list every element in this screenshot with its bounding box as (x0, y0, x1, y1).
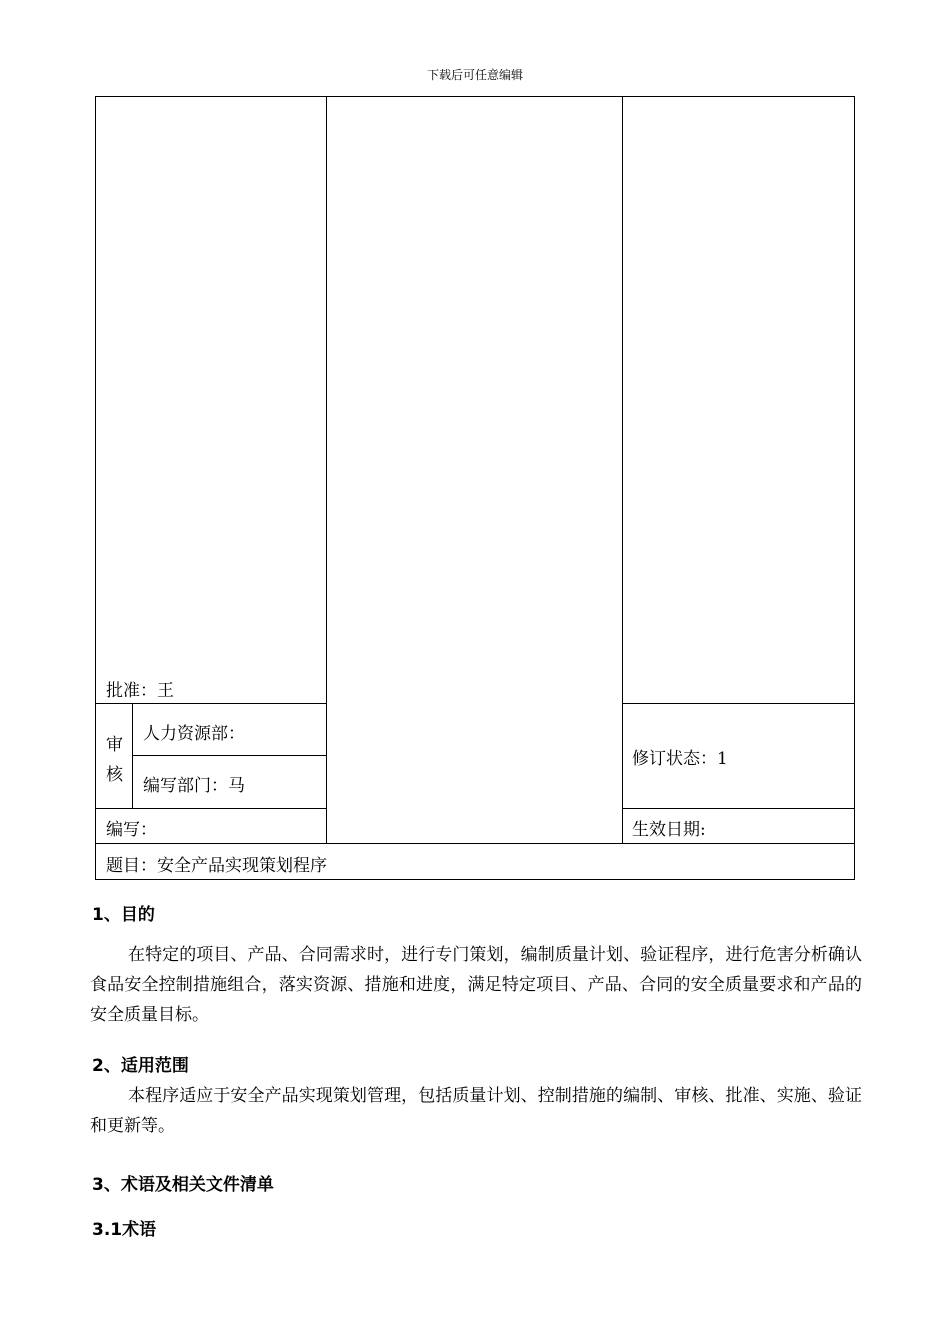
table-divider-approve (95, 703, 327, 704)
section-1-title: 1、目的 (92, 905, 155, 925)
revision-status: 修订状态：1 (632, 749, 728, 769)
section-2-body: 本程序适应于安全产品实现策划管理，包括质量计划、控制措施的编制、审核、批准、实施、验证和更新等。 (90, 1086, 862, 1136)
hr-dept-label: 人力资源部： (143, 724, 245, 744)
table-border-right (854, 96, 855, 880)
section-3-title: 3、术语及相关文件清单 (92, 1175, 274, 1195)
table-border-top (95, 96, 855, 97)
section-1-body: 在特定的项目、产品、合同需求时，进行专门策划，编制质量计划、验证程序，进行危害分析确认食品安全控制措施组合，落实资源、措施和进度，满足特定项目、产品、合同的安全质量要求和产品的安全质量目标。 (90, 945, 862, 1025)
table-divider-right-bottom (622, 808, 855, 809)
approve-label: 批准：王 (106, 681, 174, 701)
table-divider-subject (95, 843, 855, 844)
table-divider-col1 (326, 96, 327, 844)
effective-date-label: 生效日期: (632, 820, 706, 840)
section-3-1-title: 3.1术语 (92, 1220, 157, 1240)
table-divider-col2 (622, 96, 623, 844)
table-border-left (95, 96, 96, 880)
table-divider-right-top (622, 703, 855, 704)
written-by-label: 编写： (106, 820, 157, 840)
review-label-1: 审 (106, 735, 123, 755)
table-border-bottom (95, 879, 855, 880)
table-divider-left-bottom (95, 808, 327, 809)
review-label-2: 核 (106, 765, 123, 785)
section-2-title: 2、适用范围 (92, 1056, 189, 1076)
author-dept-label: 编写部门：马 (143, 776, 245, 796)
table-divider-review-mid (132, 755, 327, 756)
header-note: 下载后可任意编辑 (426, 68, 523, 82)
subject-label: 题目：安全产品实现策划程序 (106, 856, 327, 876)
